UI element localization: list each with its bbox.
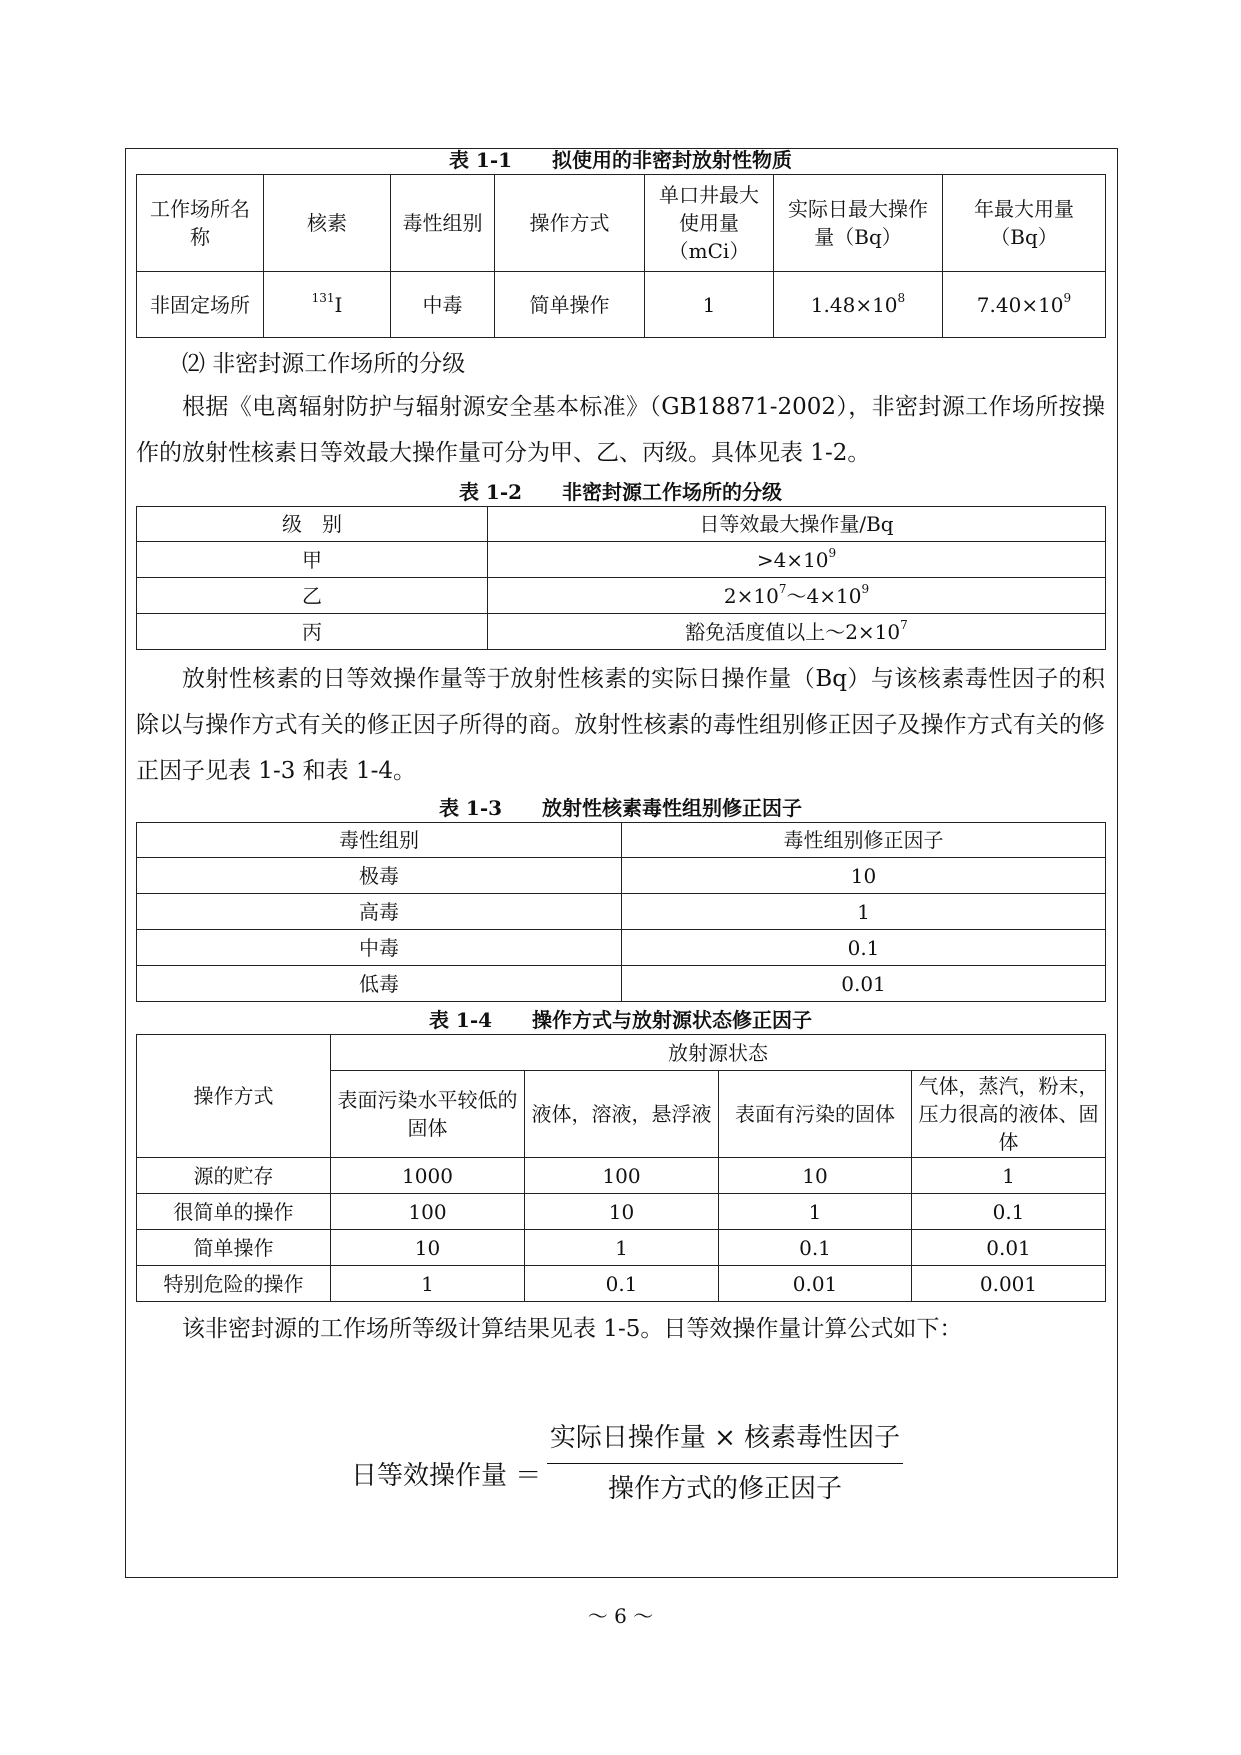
equivalent-activity-formula — [351, 1417, 911, 1527]
table2-header-row — [137, 507, 1106, 542]
table3-cell: 中毒 — [137, 930, 622, 966]
page-content — [136, 149, 1105, 1352]
table3-row — [137, 894, 1106, 930]
table4-cell: 0.01 — [912, 1230, 1106, 1266]
table2-row — [137, 578, 1106, 614]
table1-cell-nuclide — [264, 272, 391, 338]
table3-cell: 极毒 — [137, 858, 622, 894]
table3-cell: 0.1 — [622, 930, 1106, 966]
table2-range — [488, 614, 1106, 650]
table2-header: 日等效最大操作量/Bq — [488, 507, 1106, 542]
paragraph-grading-standard: 根据《电离辐射防护与辐射源安全基本标准》（GB18871-2002），非密封源工作场所按操作的放射性核素日等效最大操作量可分为甲、乙、丙级。具体见表 1-2。 — [136, 394, 1105, 466]
page-number: ～ 6 ～ — [587, 1604, 654, 1628]
table4-cell: 0.01 — [719, 1266, 912, 1302]
nuclide-symbol: I — [334, 292, 343, 317]
table3-row — [137, 930, 1106, 966]
table1-header: 工作场所名称 — [137, 175, 264, 272]
formula-denominator: 操作方式的修正因子 — [607, 1474, 842, 1504]
formula-lhs: 日等效操作量 ＝ — [351, 1461, 542, 1491]
table1-cell-toxicity: 中毒 — [391, 272, 495, 338]
table3-row — [137, 858, 1106, 894]
table3-header-row — [137, 823, 1106, 858]
table2-range — [488, 578, 1106, 614]
table3-caption: 表 1-3 放射性核素毒性组别修正因子 — [438, 796, 803, 820]
table3-cell: 10 — [622, 858, 1106, 894]
table4-cell: 特别危险的操作 — [137, 1266, 331, 1302]
table4-header-row — [137, 1035, 1106, 1071]
table4-cell: 简单操作 — [137, 1230, 331, 1266]
table2-caption: 表 1-2 非密封源工作场所的分级 — [458, 480, 783, 504]
section2-heading: ⑵ 非密封源工作场所的分级 — [182, 351, 466, 377]
table1-header: 年最大用量（Bq） — [943, 175, 1106, 272]
table1 — [136, 174, 1106, 338]
table3-cell: 低毒 — [137, 966, 622, 1002]
table1-cell-site: 非固定场所 — [137, 272, 264, 338]
table1-caption: 表 1-1 拟使用的非密封放射性物质 — [448, 148, 793, 172]
range-text: 2×10 — [723, 583, 779, 608]
table3-cell: 高毒 — [137, 894, 622, 930]
table2 — [136, 506, 1106, 650]
table3 — [136, 822, 1106, 1002]
table4-header-mode: 操作方式 — [137, 1035, 331, 1158]
table1-header: 单口井最大使用量（mCi） — [645, 175, 774, 272]
table4-state-header: 液体，溶液，悬浮液 — [525, 1071, 719, 1158]
formula-fraction — [547, 1417, 903, 1510]
daily-exponent: 8 — [897, 290, 906, 305]
table4-cell: 很简单的操作 — [137, 1194, 331, 1230]
table1-cell-annual — [943, 272, 1106, 338]
table4-row — [137, 1194, 1106, 1230]
table4-cell: 100 — [331, 1194, 525, 1230]
paragraph-equivalent-activity: 放射性核素的日等效操作量等于放射性核素的实际日操作量（Bq）与该核素毒性因子的积除以与操作方式有关的修正因子所得的商。放射性核素的毒性组别修正因子及操作方式有关的修正因子见表 1-3 和表 1-4。 — [136, 666, 1105, 784]
range-text: >4×10 — [756, 547, 829, 572]
table2-header: 级 别 — [137, 507, 488, 542]
table4-cell: 10 — [331, 1230, 525, 1266]
table4-header-state: 放射源状态 — [331, 1035, 1106, 1071]
table4 — [136, 1034, 1106, 1302]
range-exponent: 7 — [900, 617, 908, 632]
table4-cell: 1 — [525, 1230, 719, 1266]
formula-numerator: 实际日操作量 × 核素毒性因子 — [549, 1423, 901, 1453]
table3-cell: 1 — [622, 894, 1106, 930]
table2-grade: 乙 — [137, 578, 488, 614]
table1-header: 实际日最大操作量（Bq） — [774, 175, 943, 272]
paragraph-formula-intro: 该非密封源的工作场所等级计算结果见表 1-5。日等效操作量计算公式如下： — [182, 1316, 963, 1342]
page-frame — [125, 148, 1118, 1578]
table3-header: 毒性组别 — [137, 823, 622, 858]
table4-cell: 0.1 — [912, 1194, 1106, 1230]
table4-cell: 1 — [331, 1266, 525, 1302]
table4-cell: 10 — [719, 1158, 912, 1194]
range-exponent: 9 — [861, 581, 870, 596]
table3-row — [137, 966, 1106, 1002]
annual-exponent: 9 — [1063, 290, 1072, 305]
table1-cell-daily — [774, 272, 943, 338]
table4-caption: 表 1-4 操作方式与放射源状态修正因子 — [428, 1008, 813, 1032]
table3-cell: 0.01 — [622, 966, 1106, 1002]
table2-grade: 甲 — [137, 542, 488, 578]
table4-state-header: 表面有污染的固体 — [719, 1071, 912, 1158]
table1-cell-max-use: 1 — [645, 272, 774, 338]
range-exponent: 9 — [828, 545, 837, 560]
table4-cell: 10 — [525, 1194, 719, 1230]
table4-cell: 100 — [525, 1158, 719, 1194]
range-exponent: 7 — [778, 581, 787, 596]
table1-header: 核素 — [264, 175, 391, 272]
table1-row — [137, 272, 1106, 338]
table2-row — [137, 542, 1106, 578]
table4-cell: 1000 — [331, 1158, 525, 1194]
table3-header: 毒性组别修正因子 — [622, 823, 1106, 858]
table2-row — [137, 614, 1106, 650]
table4-cell: 源的贮存 — [137, 1158, 331, 1194]
table1-header: 毒性组别 — [391, 175, 495, 272]
table1-header: 操作方式 — [495, 175, 645, 272]
table2-range — [488, 542, 1106, 578]
table4-cell: 1 — [719, 1194, 912, 1230]
table4-state-header: 表面污染水平较低的固体 — [331, 1071, 525, 1158]
table4-row — [137, 1230, 1106, 1266]
nuclide-mass-number: 131 — [311, 290, 335, 305]
daily-base: 1.48×10 — [810, 292, 898, 317]
table4-cell: 0.1 — [719, 1230, 912, 1266]
range-text: ～4×10 — [786, 583, 862, 608]
table4-row — [137, 1158, 1106, 1194]
table4-state-header: 气体，蒸汽，粉末，压力很高的液体、固体 — [912, 1071, 1106, 1158]
fraction-bar — [547, 1463, 903, 1464]
table4-row — [137, 1266, 1106, 1302]
table2-grade: 丙 — [137, 614, 488, 650]
annual-base: 7.40×10 — [976, 292, 1064, 317]
range-text: 豁免活度值以上～2×10 — [685, 619, 901, 644]
table1-cell-mode: 简单操作 — [495, 272, 645, 338]
table4-cell: 0.1 — [525, 1266, 719, 1302]
table1-header-row — [137, 175, 1106, 272]
table4-cell: 0.001 — [912, 1266, 1106, 1302]
table4-cell: 1 — [912, 1158, 1106, 1194]
